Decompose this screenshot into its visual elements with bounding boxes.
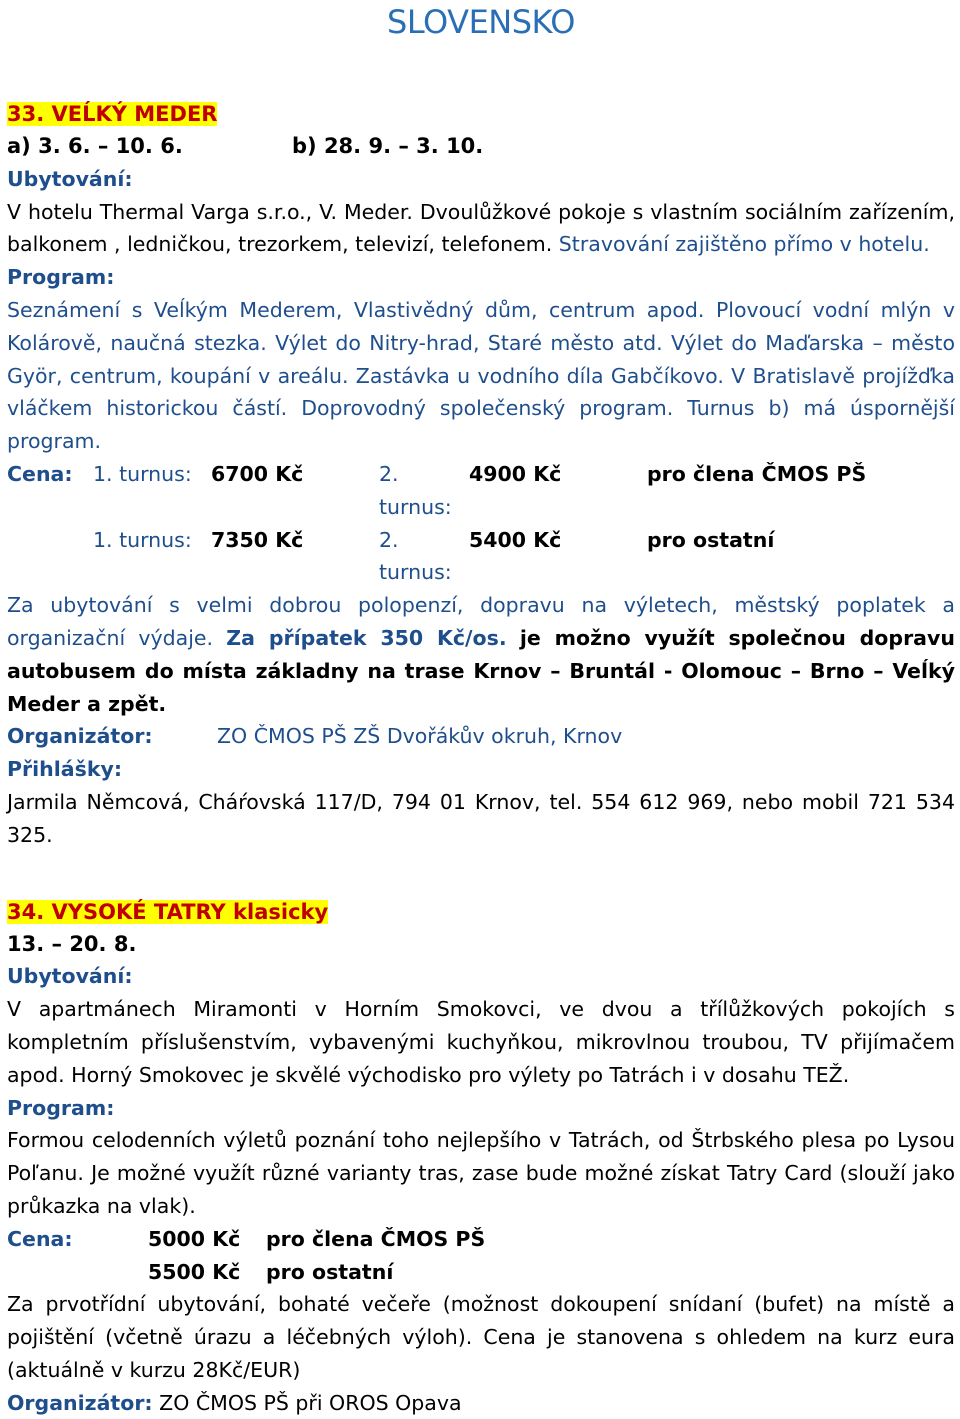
turnus-1-price: 7350 Kč (211, 527, 304, 552)
program-label: Program: (7, 265, 115, 290)
prihlasky-label: Přihlášky: (7, 757, 123, 782)
date-b: b) 28. 9. – 3. 10. (292, 134, 484, 158)
price-value: 5000 Kč (148, 1226, 241, 1251)
trip-34-section (7, 896, 955, 1419)
program-text: Formou celodenních výletů poznání toho nejlepšího v Tatrách, od Štrbského plesa po Lysou Poľanu. Je možné využít různé varianty tras, zase bude možné získat Tatry Card (slouží jako průkazka na vlak). (7, 1128, 955, 1218)
program-text: Seznámení s Veĺkým Mederem, Vlastivědný dům, centrum apod. Plovoucí vodní mlýn v Kolárově, naučná stezka. Výlet do Nitry-hrad, Staré město atd. Výlet do Maďarska – město Györ, centrum, koupání v areálu. Zastávka u vodního díla Gabčíkovo. V Bratislavě projížďka vláčkem historickou částí. Doprovodný společenský program. Turnus b) má úspornější program. (7, 297, 955, 454)
page-title: SLOVENSKO (387, 3, 575, 41)
turnus-2-price: 5400 Kč (469, 527, 562, 552)
organizator-row (7, 1387, 955, 1419)
organizator-row (7, 720, 955, 753)
cena-note-text: Za ubytování s velmi dobrou polopenzí, dopravu na výletech, městský poplatek a organizační výdaje. (7, 593, 955, 650)
cena-label: Cena: (7, 1226, 73, 1251)
trip-34-title-text: 34. VYSOKÉ TATRY klasicky (7, 899, 329, 924)
organizator-value: ZO ČMOS PŠ při OROS Opava (159, 1390, 462, 1415)
doprava-text: je možno využít společnou dopravu autobusem do místa základny na trase Krnov – Bruntál - Olomouc – Brno – Veĺký Meder a zpět. (7, 625, 955, 716)
trip-33-title-text: 33. VEĹKÝ MEDER (7, 102, 218, 126)
price-row (7, 458, 955, 524)
program-label: Program: (7, 1095, 115, 1120)
turnus-2-price: 4900 Kč (469, 461, 562, 486)
organizator-value: ZO ČMOS PŠ ZŠ Dvořákův okruh, Krnov (217, 724, 623, 749)
price-target: pro člena ČMOS PŠ (647, 461, 867, 486)
turnus-2-label: 2. turnus: (379, 461, 452, 519)
price-target: pro ostatní (647, 527, 775, 552)
ubytovani-text (7, 196, 955, 262)
turnus-1-label: 1. turnus: (93, 527, 192, 552)
stravovani-text: Stravování zajištěno přímo v hotelu. (558, 232, 930, 257)
organizator-label: Organizátor: (7, 1390, 153, 1415)
priplatek-text: Za přípatek 350 Kč/os. (226, 625, 507, 650)
cena-note (7, 589, 955, 720)
ubytovani-text-span: V hotelu Thermal Varga s.r.o., V. Meder. Dvoulůžkové pokoje s vlastním sociálním zařízením, balkonem , ledničkou, trezorkem, televizí, telefonem. (7, 199, 955, 257)
prihlasky-text: Jarmila Němcová, Cháŕovská 117/D, 794 01 Krnov, tel. 554 612 969, nebo mobil 721 534 325. (7, 789, 955, 847)
ubytovani-text: V apartmánech Miramonti v Horním Smokovci, ve dvou a třílůžkových pokojích s kompletním příslušenstvím, vybavenými kuchyňkou, mikrovlnou troubou, TV přijímačem apod. Horný Smokovec je skvělé východisko pro výlety po Tatrách i v dosahu TEŽ. (7, 997, 955, 1087)
turnus-1-price: 6700 Kč (211, 461, 304, 486)
price-row (7, 1256, 955, 1289)
trip-34-dates-text: 13. – 20. 8. (7, 931, 137, 956)
price-target: pro ostatní (266, 1259, 394, 1284)
ubytovani-label: Ubytování: (7, 964, 133, 989)
cena-note: Za prvotřídní ubytování, bohaté večeře (možnost dokoupení snídaní (bufet) na místě a pojištění (včetně úrazu a léčebných výloh). Cena je stanovena s ohledem na kurz eura (aktuálně v kurzu 28Kč/EUR) (7, 1292, 955, 1382)
organizator-label: Organizátor: (7, 724, 153, 749)
price-value: 5500 Kč (148, 1259, 241, 1284)
trip-34-dates (7, 928, 955, 961)
price-row (7, 1223, 955, 1256)
trip-33-dates (7, 130, 955, 163)
price-target: pro člena ČMOS PŠ (266, 1226, 486, 1251)
turnus-1-label: 1. turnus: (93, 461, 192, 486)
trip-33-section (7, 98, 955, 852)
ubytovani-label: Ubytování: (7, 166, 133, 191)
turnus-2-label: 2. turnus: (379, 527, 452, 585)
price-row (7, 524, 955, 590)
date-a: a) 3. 6. – 10. 6. (7, 134, 183, 158)
trip-34-title (7, 896, 955, 928)
cena-label: Cena: (7, 461, 73, 486)
trip-33-title (7, 98, 955, 130)
